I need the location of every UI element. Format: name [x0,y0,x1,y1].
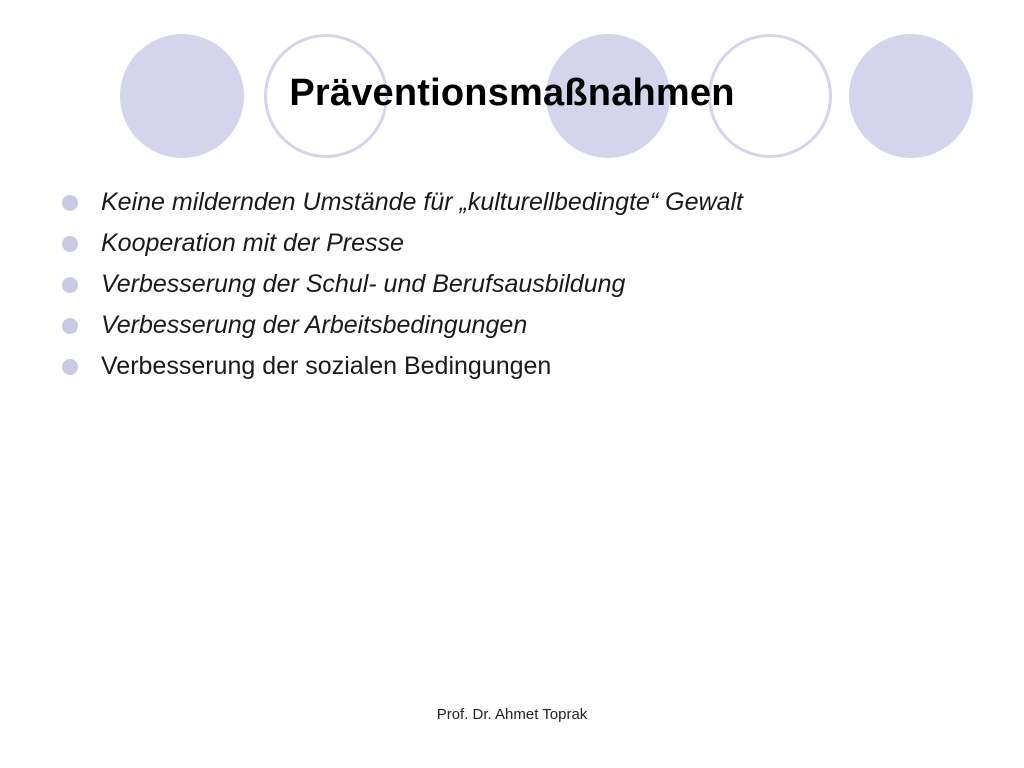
bullet-text: Verbesserung der Schul- und Berufsausbildung [101,270,626,298]
bullet-text: Keine mildernden Umstände für „kulturellbedingte“ Gewalt [101,188,743,216]
bullet-text: Verbesserung der sozialen Bedingungen [101,352,552,380]
bullet-dot-icon [62,195,78,211]
bullet-item [62,223,743,264]
slide-title: Präventionsmaßnahmen [289,72,735,114]
bullet-text: Verbesserung der Arbeitsbedingungen [101,311,528,339]
bullet-item [62,264,743,305]
bullet-dot-icon [62,236,78,252]
bullet-dot-icon [62,359,78,375]
bullet-dot-icon [62,277,78,293]
bullet-item [62,305,743,346]
bullet-item [62,346,743,387]
bullet-list [62,182,743,387]
bullet-item [62,182,743,223]
footer-author: Prof. Dr. Ahmet Toprak [436,706,588,723]
bullet-text: Kooperation mit der Presse [101,229,404,257]
bullet-dot-icon [62,318,78,334]
